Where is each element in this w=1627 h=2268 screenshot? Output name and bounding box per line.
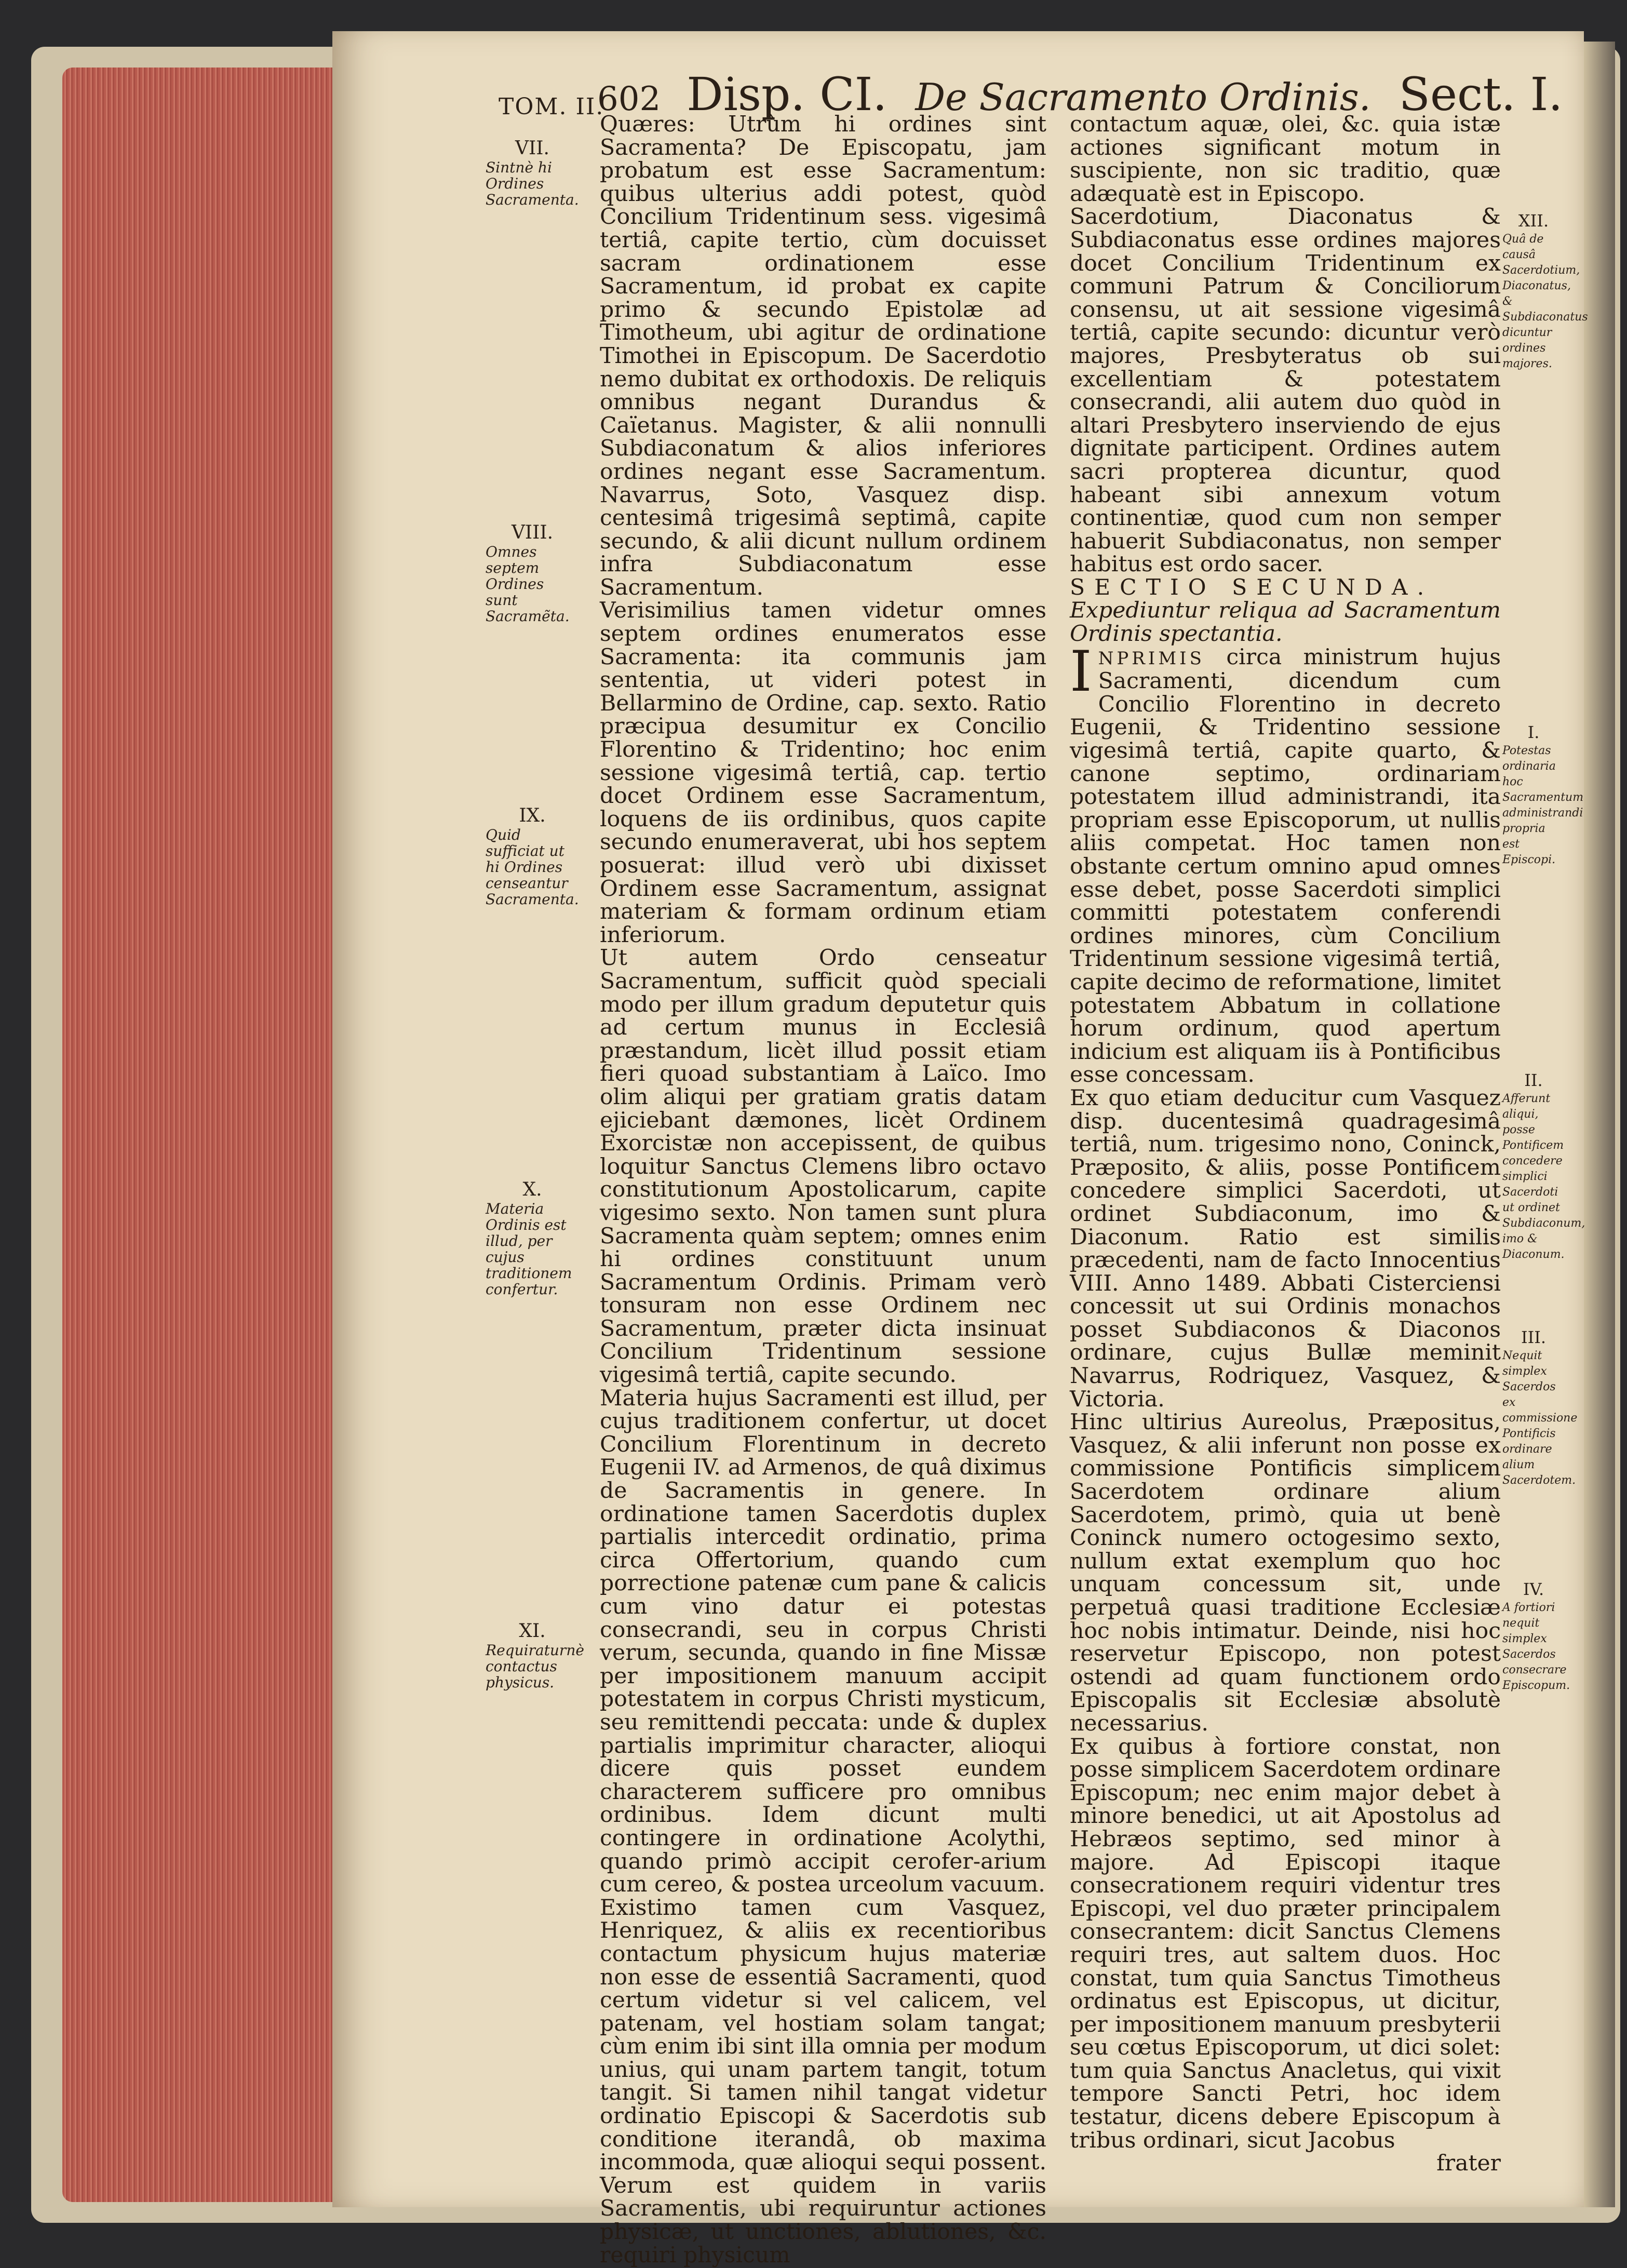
paragraph: Quæres: Utrùm hi ordines sint Sacramenta? De Episcopatu, jam probatum est esse Sacramentum: quibus ulterius addi potest, quòd Concilium Tridentinum sess. vigesimâ tertiâ, capite tertio, cùm docuisset sacram ordinationem esse Sacramentum, id probat ex capite primo & secundo Epistolæ ad Timotheum, ubi agitur de ordinatione Timothei in Episcopum. De Sacerdotio nemo dubitat ex orthodoxis. De reliquis omnibus negant Durandus & Caïetanus. Magister, & alii nonnulli Subdiaconatum & alios inferiores ordines negant esse Sacramentum. Navarrus, Soto, Vasquez disp. centesimâ trigesimâ septimâ, capite secundo, & alii dicunt nullum ordinem infra Subdiaconatum esse Sacramentum. — [600, 112, 1046, 600]
margin-note-number: I. — [1527, 722, 1540, 742]
paragraph — [1070, 639, 1501, 1088]
paragraph: Existimo tamen cum Vasquez, Henriquez, & aliis ex recentioribus contactum physicum hujus materiæ non esse de essentiâ Sacramenti, quod certum videtur si vel calicem, vel patenam, vel hostiam solam tangat; cùm enim ibi sint illa omnia per modum unius, qui unam partem tangit, totum tangit. Si tamen nihil tangat videtur ordinatio Episcopi & Sacerdotis sub conditione iterandâ, ob maxima incommoda, quæ alioqui sequi possent. Verum est quidem in variis Sacramentis, ubi requiruntur actiones physicæ, ut unctiones, ablutiones, &c. requiri physicum — [600, 1895, 1046, 2268]
right-column — [1070, 113, 1501, 2176]
paragraph: Materia hujus Sacramenti est illud, per cujus traditionem confertur, ut docet Concilium Florentinum in decreto Eugenii IV. ad Armenos, de quâ diximus de Sacramentis in genere. In ordinatione tamen Sacerdotis duplex partialis intercedit ordinatio, prima circa Offertorium, quando cum porrectione patenæ cum pane & calicis cum vino datur ei potestas consecrandi, seu in corpus Christi verum, secunda, quando in fine Missæ per impositionem manuum accipit potestatem in corpus Christi mysticum, seu remittendi peccata: unde & duplex partialis imprimitur character, alioqui dicere quis posset eundem characterem sufficere pro omnibus ordinibus. Idem dicunt multi contingere in ordinatione Acolythi, quando primò accipit cerofer-arium cum cereo, & postea urceolum vacuum. — [600, 1385, 1046, 1898]
tome-label: TOM. II. — [499, 93, 604, 120]
margin-note — [486, 1179, 579, 1298]
disputation-label: Disp. CI. — [687, 68, 888, 121]
margin-note-number: XI. — [519, 1620, 546, 1642]
first-word: NPRIMIS — [1098, 648, 1205, 669]
paragraph: Hinc ultirius Aureolus, Præpositus, Vasquez, & alii inferunt non posse ex commissione Pontificis simplicem Sacerdotem ordinare alium Sacerdotem, primò, quia ut benè Coninck numero octogesimo sexto, nullum extat exemplum quo hoc unquam concessum sit, unde perpetuâ quasi traditione Ecclesiæ hoc nobis intimatur. Deinde, nisi hoc reservetur Episcopo, non potest ostendi ad quam functionem ordo Episcopalis sit Ecclesiæ absolutè necessarius. — [1070, 1410, 1501, 1736]
running-title: De Sacramento Ordinis. — [915, 75, 1371, 119]
margin-note — [1502, 722, 1584, 868]
paragraph: contactum aquæ, olei, &c. quia istæ actiones significant motum in suscipiente, non sic traditio, quæ adæquatè est in Episcopo. — [1070, 112, 1501, 207]
margin-note — [1502, 1579, 1570, 1694]
margin-note-text: Sintnè hi Ordines Sacramenta. — [486, 159, 579, 208]
margin-note-number: VII. — [515, 138, 549, 159]
margin-note — [1502, 211, 1588, 372]
margin-note — [486, 140, 579, 208]
margin-note — [486, 805, 579, 908]
margin-note — [486, 522, 579, 625]
paragraph: Ut autem Ordo censeatur Sacramentum, sufficit quòd speciali modo per illum gradum deputetur quis ad certum munus in Ecclesiâ præstandum, licèt illud possit etiam fieri quoad substantiam à Laïco. Imo olim aliqui per gratiam gratis datam ejiciebant dæmones, licèt Ordinem Exorcistæ non accepissent, de quibus loquitur Sanctus Clemens libro octavo constitutionum Apostolicarum, capite vigesimo sexto. Non tamen sunt plura Sacramenta quàm septem; omnes enim hi ordines constituunt unum Sacramentum Ordinis. Primam verò tonsuram non esse Ordinem nec Sacramentum, præter dicta insinuat Concilium Tridentinum sessione vigesimâ tertiâ, capite secundo. — [600, 945, 1046, 1388]
margin-note-text: Afferunt aliqui, posse Pontificem concedere simplici Sacerdoti ut ordinet Subdiaconum, imo & Diaconum. — [1502, 1092, 1585, 1261]
facing-page-edge — [1584, 42, 1615, 2207]
section-label: Sect. I. — [1399, 68, 1563, 121]
margin-note-text: Requiraturnè contactus physicus. — [486, 1642, 584, 1691]
margin-note-text: Nequit simplex Sacerdos ex commissione Pontificis ordinare alium Sacerdotem. — [1502, 1349, 1578, 1487]
margin-note-number: X. — [522, 1179, 542, 1200]
drop-cap: I — [1070, 639, 1092, 704]
margin-note-text: Quid sufficiat ut hi Ordines censeantur Sacramenta. — [486, 826, 579, 908]
paragraph: Verisimilius tamen videtur omnes septem ordines enumeratos esse Sacramenta: ita communis jam sententia, ut videri potest in Bellarmino de Ordine, cap. sexto. Ratio præcipua desumitur ex Concilio Florentino & Tridentino; hoc enim sessione vigesimâ tertiâ, cap. tertio docet Ordinem esse Sacramentum, loquens de iis ordinibus, quos capite secundo enumeraverat, ubi hos septem posuerat: illud verò ubi dixisset Ordinem esse Sacramentum, assignat materiam & formam ordinum etiam inferiorum. — [600, 598, 1046, 948]
section-heading: SECTIO SECUNDA. — [1070, 574, 1434, 600]
margin-note-text: Materia Ordinis est illud, per cujus traditionem confertur. — [486, 1200, 572, 1298]
section-subtitle: Expediuntur reliqua ad Sacramentum Ordinis spectantia. — [1070, 598, 1501, 647]
margin-note — [486, 1620, 584, 1691]
margin-note-text: Quâ de causâ Sacerdotium, Diaconatus, & Subdiaconatus dicuntur ordines majores. — [1502, 233, 1588, 370]
margin-note-number: VIII. — [511, 522, 554, 543]
paragraph: Ex quibus à fortiore constat, non posse simplicem Sacerdotem ordinare Episcopum; nec enim major debet à minore benedici, ut ait Apostolus ad Hebræos septimo, sed minor à majore. Ad Episcopi itaque consecrationem requiri videntur tres Episcopi, vel duo præter principalem consecrantem: dicit Sanctus Clemens requiri tres, aut saltem duos. Hoc constat, tum quia Sanctus Timotheus ordinatus est Episcopus, ut dicitur, per impositionem manuum presbyterii seu cœtus Episcoporum, ut dici solet: tum quia Sanctus Anacletus, qui vixit tempore Sancti Petri, hoc idem testatur, dicens debere Episcopum à tribus ordinari, sicut Jacobus — [1070, 1734, 1501, 2153]
page-number: 602 — [597, 80, 661, 118]
page-fore-edge — [62, 68, 332, 2202]
margin-note-text: A fortiori nequit simplex Sacerdos consecrare Episcopum. — [1502, 1601, 1570, 1692]
margin-note — [1502, 1327, 1578, 1488]
margin-note-number: IV. — [1523, 1579, 1544, 1599]
margin-note — [1502, 1070, 1585, 1263]
left-column — [600, 113, 1046, 2267]
margin-note-number: IX. — [519, 805, 546, 826]
paragraph: Sacerdotium, Diaconatus & Subdiaconatus esse ordines majores docet Concilium Tridentinum ex communi Patrum & Conciliorum consensu, ut ait sessione vigesimâ tertiâ, capite secundo: dicuntur verò majores, Presbyteratus ob sui excellentiam & potestatem consecrandi, alii autem duo quòd in altari Presbytero inserviendo de ejus dignitate participent. Ordines autem sacri propterea dicuntur, quod habeant sibi annexum votum continentiæ, quod cum non semper habuerit Subdiaconatus, non semper habitus est ordo sacer. — [1070, 204, 1501, 578]
catchword: frater — [1436, 2151, 1501, 2177]
margin-note-text: Potestas ordinaria hoc Sacramentum administrandi propria est Episcopi. — [1502, 744, 1584, 866]
margin-note-number: III. — [1521, 1327, 1547, 1347]
margin-note-number: II. — [1524, 1070, 1543, 1090]
paragraph-text: circa ministrum hujus Sacramenti, dicendum cum Concilio Florentino in decreto Eugenii, & Tridentino sessione vigesimâ tertiâ, capite quarto, & canone septimo, ordinariam potestatem illud administrandi, ita propriam esse Episcoporum, ut nullis aliis competat. Hoc tamen non obstante certum omnino apud omnes esse debet, posse Sacerdoti simplici committi potestatem conferendi ordines minores, cùm Concilium Tridentinum sessione vigesimâ tertiâ, capite decimo de reformatione, limitet potestatem Abbatum in collatione horum ordinum, quod apertum indicium est aliquam iis à Pontificibus esse concessam. — [1070, 644, 1501, 1088]
paragraph: Ex quo etiam deducitur cum Vasquez disp. ducentesimâ quadragesimâ tertiâ, num. trigesimo nono, Coninck, Præposito, & aliis, posse Pontificem concedere simplici Sacerdoti, ut ordinet Subdiaconum, imo & Diaconum. Ratio est similis præcedenti, nam de facto Innocentius VIII. Anno 1489. Abbati Cisterciensi concessit ut sui Ordinis monachos posset Subdiaconos & Diaconos ordinare, cujus Bullæ meminit Navarrus, Rodriquez, Vasquez, & Victoria. — [1070, 1085, 1501, 1412]
margin-note-number: XII. — [1518, 211, 1549, 231]
margin-note-text: Omnes septem Ordines sunt Sacramẽta. — [486, 543, 570, 625]
